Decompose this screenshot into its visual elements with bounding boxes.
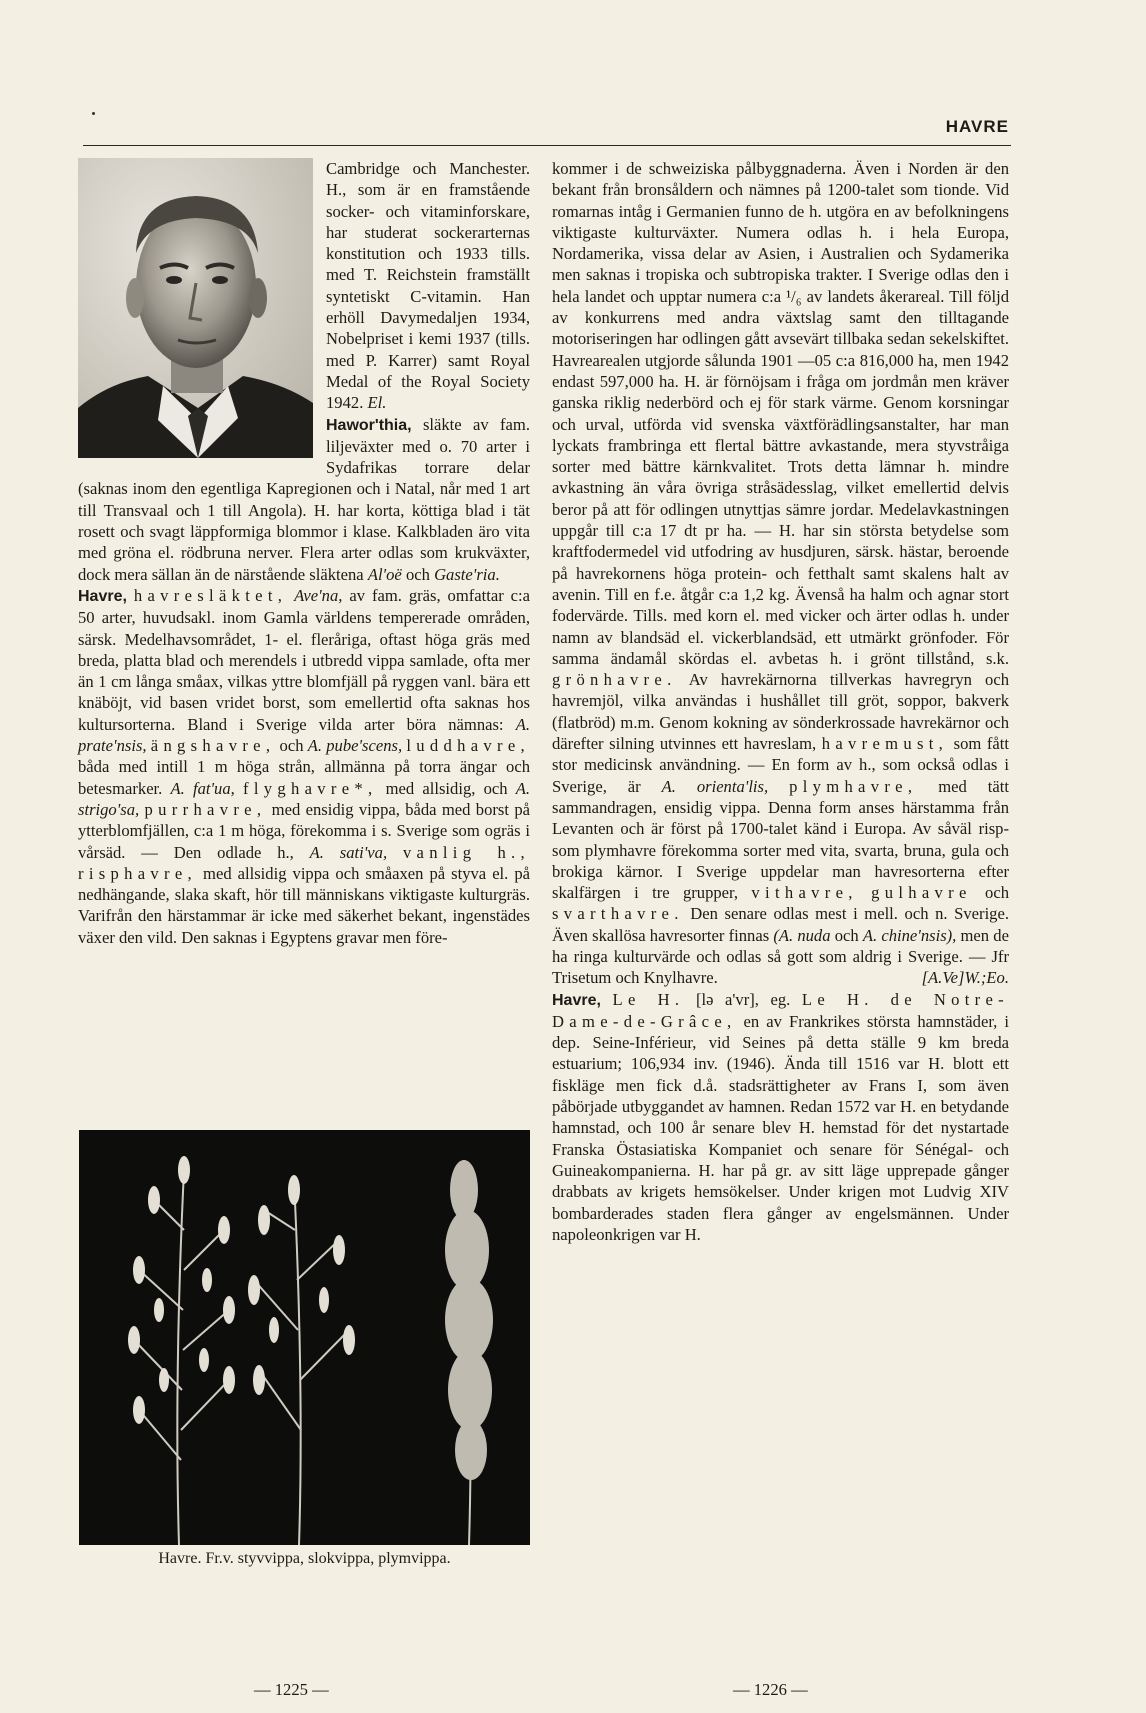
havre-continued: kommer i de schweiziska pålbyggnaderna. Även i Norden är den bekant från bronsåldern och nämnes på 1200-talet som tionde. Vid romarnas intåg i Germanien funno de h. utgöra en av befolkningens viktigaste kulturväxter. Numera odlas h. i hela Europa, Nordamerika, vissa delar av Asien, i Australien och Sydamerika men saknas i tropiska och subtropiska trakter. I Sverige odlas den i hela landet och upptar numera c:a ¹/₆ av landets åkerareal. Till följd av konkurrens med andra växtslag samt den tilltagande motoriseringen har odlingen gått avsevärt tillbaka sedan sekelskiftet. Havrearealen utgjorde sålunda 1901 —05 c:a 816,000 ha, men 1942 endast 597,000 ha. H. är förnöjsam i fråga om jordmån men kräver ganska riklig nederbörd och ej för stark värme. Genom korsningar och urval, utförda vid svenska växtförädlingsanstalter, har man lyckats frambringa ett flertal bättre avkastande, mera styvstråiga sorter med bättre kärnkvalitet. Trots detta lämnar h. mindre avkastning än våra övriga stråsädesslag, vilket emellertid delvis beror på att för odlingen utnyttjas sämre jordar. Medelavkastningen uppgår till c:a 17 dt pr ha. — H. har sin största betydelse som kraftfodermedel vid utfodring av husdjuren, särsk. hästar, beroende på havrekornens höga protein- och fetthalt samt skalens halt av avenin. Till en f.e. åtgår c:a 1,2 kg. Ävenså ha halm och agnar stort fodervärde. Tills. med korn el. med vicker och ärter odlas h. under namn av blandsäd el. vickerblandsäd, ett utmärkt grönfoder. För samma ändamål skördas el. avbetas h. i grönt tillstånd, s.k. grönhavre. Av havrekärnorna tillverkas havregryn och havremjöl, vilka användas i hushållet till gröt, soppor, bakverk (flatbröd) m.m. Genom kokning av sönderkrossade havrekärnor och därefter silning utvinnes ett havreslam, havremust, som fått stor medicinsk användning. — En form av h., som också odlas i Sverige, är A. orienta'lis, plymhavre, med tätt sammandragen, ensidig vippa. Denna form anses härstamma från Levanten och är först på 1700-talet känd i Europa. Av såväl risp- som plymhavre förekomma sorter med vita, svarta, bruna, gula och brokiga kärnor. I Sverige uppdelar man havresorterna efter skalfärgen i tre grupper, vithavre, gulhavre och svarthavre. Den senare odlas mest i mell. och n. Sverige. Även skallösa havresorter finnas (A. nuda och A. chine'nsis), men de ha ringa kulturvärde och odlas så gott som aldrig i Sverige. — Jfr Trisetum och Knylhavre. [A.Ve]W.;Eo.	[552, 159, 1010, 988]
headword-havre: Havre,	[78, 587, 127, 605]
paragraph-haworth-bio: Cambridge och Manchester. H., som är en framstående socker- och vitaminforskare, har studerat sockerarternas konstitution och 1933 tills. med T. Reichstein framställt syntetiskt C-vitamin. Han erhöll Davymedaljen 1934, Nobelpriset i kemi 1937 (tills. med P. Karrer) samt Royal Medal of the Royal Society 1942. El.	[326, 159, 530, 413]
oat-illustration	[79, 1130, 530, 1545]
page-number-left: — 1225 —	[254, 1680, 329, 1699]
author-signature: [A.Ve]W.;Eo.	[921, 968, 1009, 988]
entry-le-havre: Havre, Le H. [lə a'vr], eg. Le H. de Notre-Dame-de-Grâce, en av Frankrikes största hamnstäder, i dep. Seine-Inférieur, vid Seines på detta ställe 9 km breda estuarium; 106,934 inv. (1946). Ända till 1516 var H. blott ett fiskläge men fick d.å. stadsrättigheter av Frans I, som även påbörjade utbyggandet av hamnen. Redan 1572 var H. en betydande hamnstad, och 100 år senare blev H. hemstad för det nystartade Franska Östasiatiska Kompaniet och senare för Sénégal- och Guineakompanierna. H. har på gr. av sitt läge upprepade gånger drabbats av krigets hemsökelser. Under krigen mot Ludvig XIV bombarderades staden flera gånger av engelsmännen. Under napoleonkrigen var H.	[552, 989, 1010, 1244]
portrait-figure	[78, 158, 313, 458]
running-head: HAVRE	[945, 117, 1009, 136]
right-column	[552, 158, 1009, 1245]
left-column	[78, 158, 530, 948]
portrait-photo	[78, 158, 313, 458]
headword-haworthia: Hawor'thia,	[326, 416, 412, 434]
running-header	[83, 113, 1011, 146]
entry-haworthia: Hawor'thia, släkte av fam. liljeväxter med o. 70 arter i Sydafrikas torrare delar (saknas inom den egentliga Kapregionen och i Natal, når med 1 art till Transvaal och 1 till Angola). H. har korta, köttiga blad i tät rosett och svagt läppformiga blommor i klase. Kalkbladen äro vita med gröna el. rödbruna nerver. Flera arter odlas som krukväxter, dock mera sällan än de närstående släktena Al'oë och Gaste'ria.	[78, 414, 530, 584]
page-number-right: — 1226 —	[733, 1680, 808, 1699]
headword-le-havre: Havre,	[552, 991, 601, 1009]
figure-caption: Havre. Fr.v. styvvippa, slokvippa, plymvippa.	[158, 1550, 451, 1567]
oat-panicles-photo	[79, 1130, 530, 1545]
entry-havre: Havre, havresläktet, Ave'na, av fam. gräs, omfattar c:a 50 arter, huvudsakl. inom Gamla världens tempererade områden, särsk. Medelhavsområdet, 1- el. fleråriga, oftast höga gräs med breda, platta blad och merendels i utbredd vippa samlade, ofta mer än 1 cm långa småax, vilkas yttre blomfjäll på ryggen vanl. bära ett knäböjt, vid basen vridet borst, som emellertid ofta saknas hos kultursorterna. Bland i Sverige vilda arter böra nämnas: A. prate'nsis, ängshavre, och A. pube'scens, luddhavre, båda med intill 1 m höga strån, allmänna på torra ängar och betesmarker. A. fat'ua, flyghavre*, med allsidig, och A. strigo'sa, purrhavre, med ensidig vippa, båda med borst på ytterblomfjällen, c:a 1 m höga, förekomma i s. Sverige som ogräs i vårsäd. — Den odlade h., A. sati'va, vanlig h., risphavre, med allsidig vippa och småaxen på styva el. på nedhängande, slaka skaft, hör till människans viktigaste kulturgräs. Varifrån den härstammar är icke med säkerhet bekant, ingenstädes växer den vild. Den saknas i Egyptens gravar men före-	[78, 585, 531, 947]
